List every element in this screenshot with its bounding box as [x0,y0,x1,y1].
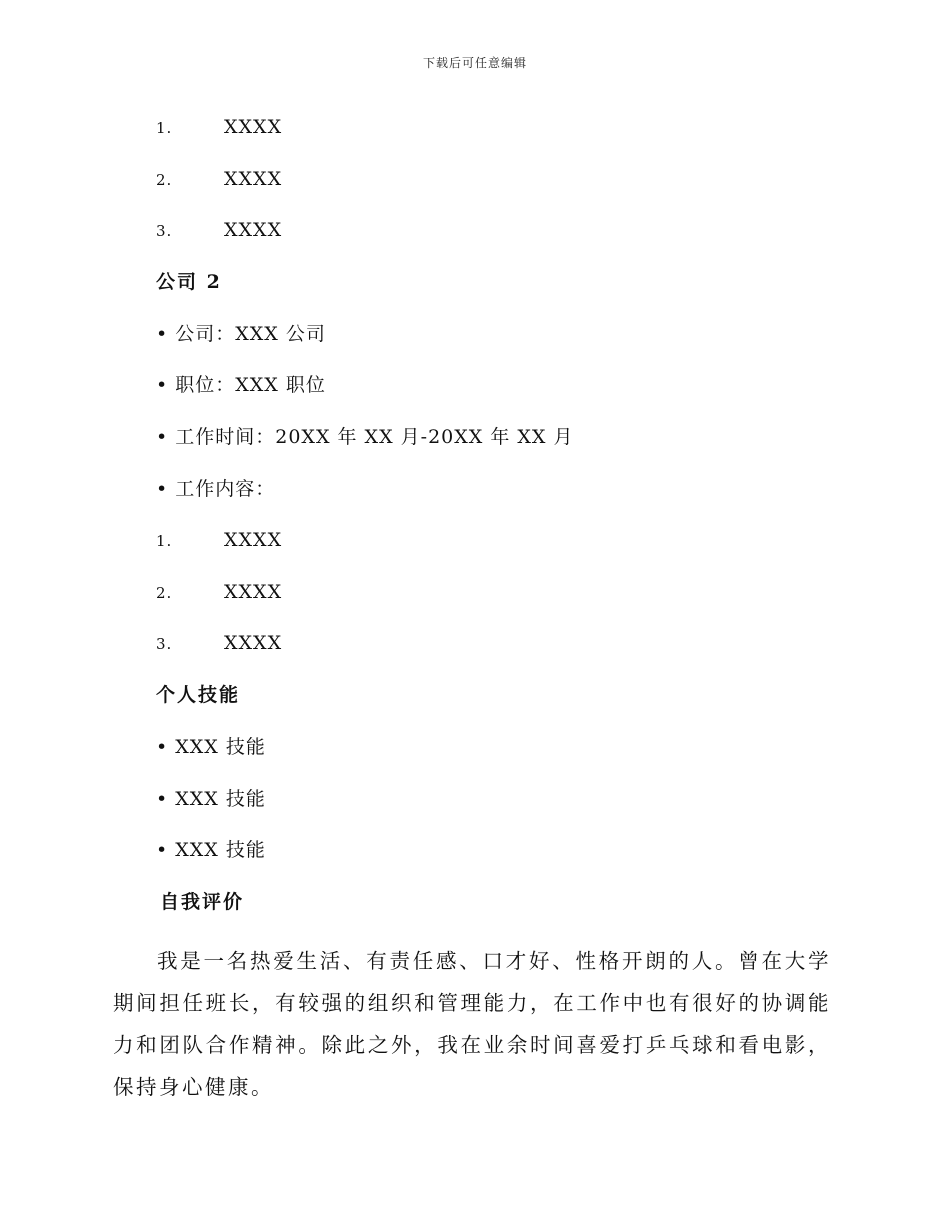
list-item [156,114,282,141]
skill-item: • XXX 技能 [156,788,266,810]
list-number: 2. [156,584,173,602]
list-item [156,630,282,657]
list-text: XXXX [224,219,283,241]
company-name: • 公司：XXX 公司 [156,323,326,345]
list-text: XXXX [224,116,283,138]
list-item [156,527,282,554]
list-number: 3. [156,222,173,240]
list-text: XXXX [224,168,283,190]
header-note: 下载后可任意编辑 [422,56,527,70]
self-eval-paragraph: 我是一名热爱生活、有责任感、口才好、性格开朗的人。曾在大学期间担任班长，有较强的组织和管理能力，在工作中也有很好的协调能力和团队合作精神。除此之外，我在业余时间喜爱打乒乓球和看电影，保持身心健康。 [113,949,831,1099]
work-content-label: • 工作内容： [156,478,276,500]
section-heading-skills: 个人技能 [156,684,241,706]
list-number: 3. [156,635,173,653]
section-heading-company2: 公司 2 [156,271,222,293]
work-time: • 工作时间：20XX 年 XX 月-20XX 年 XX 月 [156,426,574,448]
list-item [156,166,282,193]
list-text: XXXX [224,529,283,551]
list-number: 1. [156,119,173,137]
section-heading-self-eval: 自我评价 [160,891,245,913]
list-text: XXXX [224,632,283,654]
list-number: 2. [156,171,173,189]
list-number: 1. [156,532,173,550]
job-position: • 职位：XXX 职位 [156,374,326,396]
list-item [156,217,282,244]
skill-item: • XXX 技能 [156,736,266,758]
skill-item: • XXX 技能 [156,839,266,861]
list-item [156,579,282,606]
list-text: XXXX [224,581,283,603]
